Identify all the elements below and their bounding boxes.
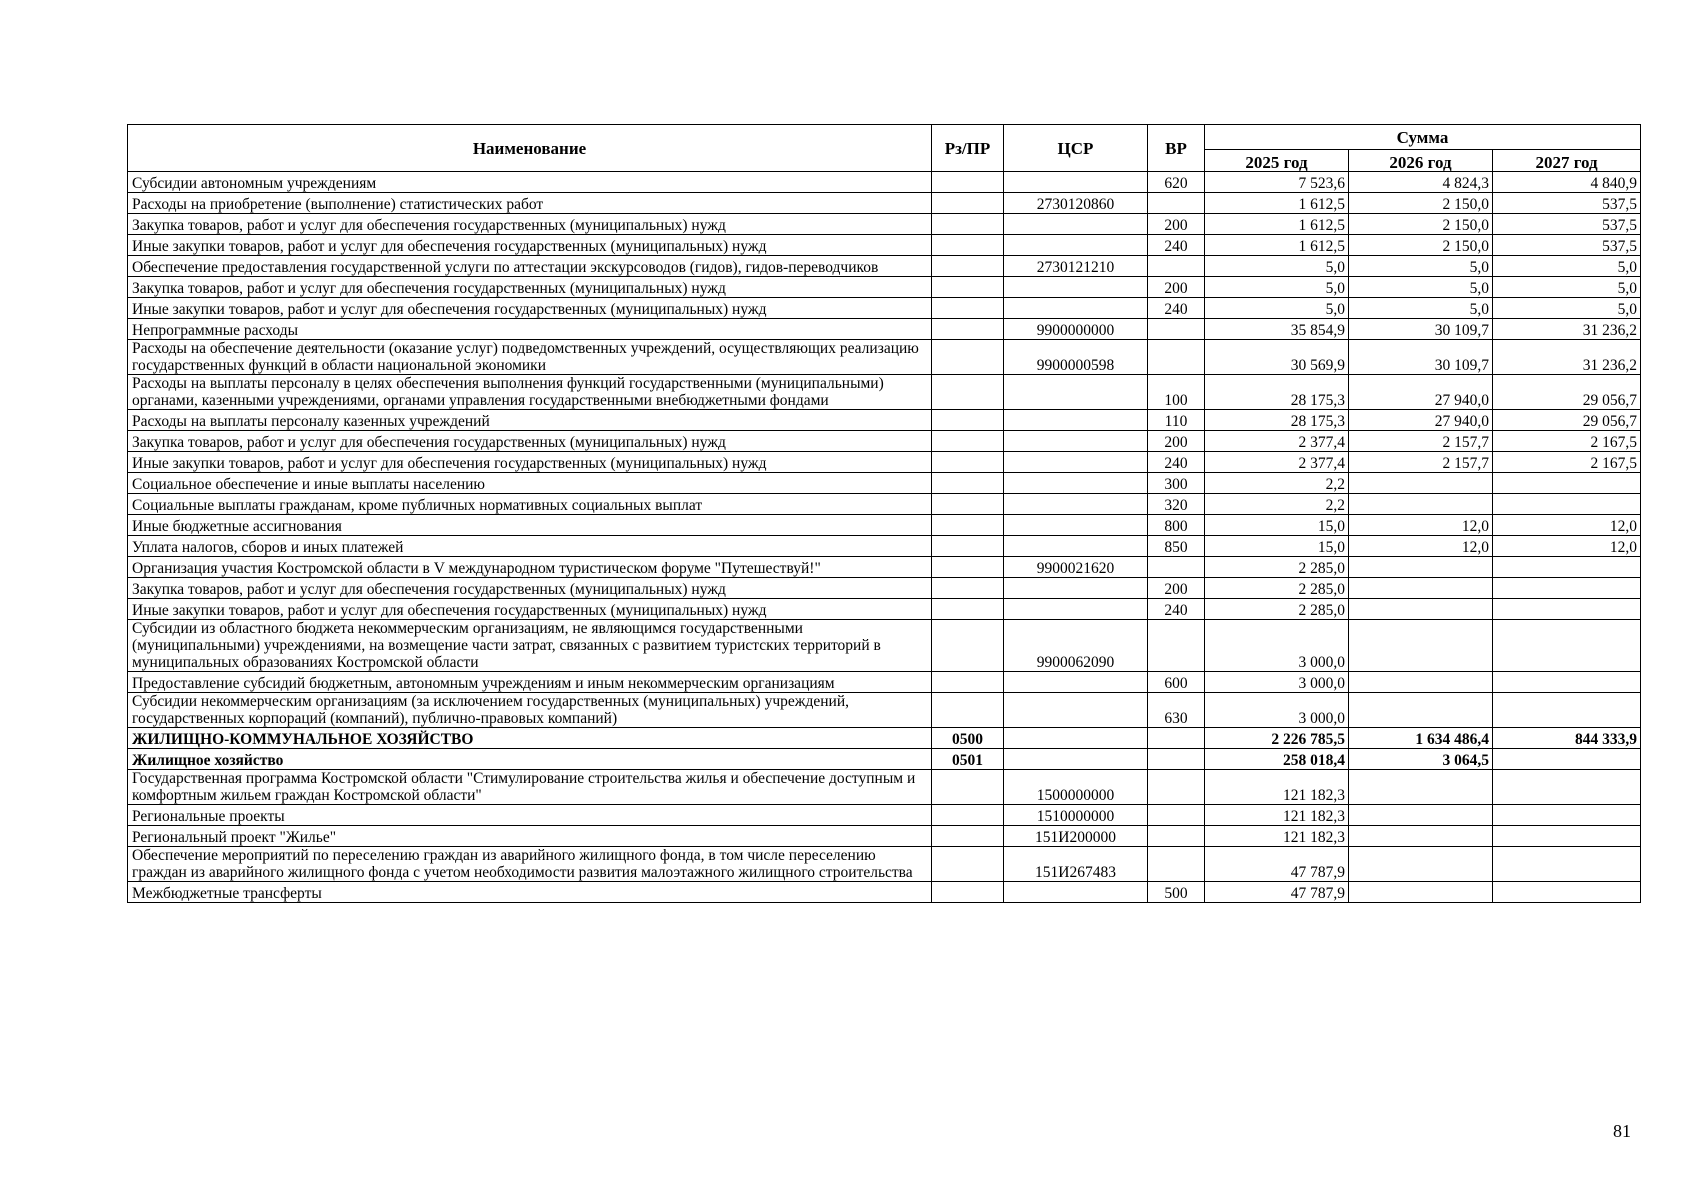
row-csr [1004,431,1148,452]
row-vr [1148,193,1205,214]
row-sum-2025: 3 000,0 [1205,620,1349,672]
header-rzpr: Рз/ПР [932,125,1004,172]
row-name: Иные закупки товаров, работ и услуг для обеспечения государственных (муниципальных) нужд [128,235,932,256]
row-sum-2026: 5,0 [1349,277,1493,298]
row-csr [1004,172,1148,193]
row-vr [1148,340,1205,375]
table-row [128,826,1641,847]
table-row [128,557,1641,578]
row-rzpr [932,214,1004,235]
table-row [128,431,1641,452]
table-row [128,536,1641,557]
table-row [128,214,1641,235]
row-rzpr [932,235,1004,256]
row-name: Закупка товаров, работ и услуг для обеспечения государственных (муниципальных) нужд [128,431,932,452]
row-vr [1148,847,1205,882]
table-row [128,452,1641,473]
row-sum-2027 [1493,557,1641,578]
row-vr [1148,256,1205,277]
row-rzpr [932,882,1004,903]
table-row [128,672,1641,693]
row-sum-2026: 30 109,7 [1349,340,1493,375]
row-sum-2025: 5,0 [1205,298,1349,319]
row-csr: 1500000000 [1004,770,1148,805]
row-vr [1148,770,1205,805]
table-row [128,805,1641,826]
header-year-2025: 2025 год [1205,150,1349,172]
row-sum-2027 [1493,693,1641,728]
row-sum-2025: 47 787,9 [1205,882,1349,903]
row-csr: 151И200000 [1004,826,1148,847]
row-sum-2026 [1349,847,1493,882]
row-rzpr [932,431,1004,452]
row-sum-2025: 28 175,3 [1205,410,1349,431]
row-name: Региональный проект "Жилье" [128,826,932,847]
row-sum-2027 [1493,749,1641,770]
table-row [128,172,1641,193]
row-vr: 300 [1148,473,1205,494]
row-rzpr [932,578,1004,599]
row-sum-2025: 3 000,0 [1205,672,1349,693]
row-sum-2026: 2 157,7 [1349,431,1493,452]
row-vr: 200 [1148,277,1205,298]
table-row [128,847,1641,882]
row-sum-2027 [1493,826,1641,847]
table-row [128,375,1641,410]
row-name: Расходы на выплаты персоналу в целях обеспечения выполнения функций государственными (муниципальными) органами, казенными учреждениями, органами управления государственными внебюджетными фондами [128,375,932,410]
row-name: Социальные выплаты гражданам, кроме публичных нормативных социальных выплат [128,494,932,515]
row-sum-2026 [1349,473,1493,494]
row-name: Субсидии автономным учреждениям [128,172,932,193]
table-row [128,473,1641,494]
row-name: Региональные проекты [128,805,932,826]
row-sum-2025: 5,0 [1205,256,1349,277]
table-row [128,235,1641,256]
row-csr [1004,452,1148,473]
row-csr [1004,473,1148,494]
row-name: Закупка товаров, работ и услуг для обеспечения государственных (муниципальных) нужд [128,214,932,235]
row-sum-2025: 1 612,5 [1205,193,1349,214]
row-name: Обеспечение мероприятий по переселению граждан из аварийного жилищного фонда, в том числе переселению граждан из аварийного жилищного фонда с учетом необходимости развития малоэтажного жилищного строительства [128,847,932,882]
row-csr [1004,515,1148,536]
row-name: Субсидии из областного бюджета некоммерческим организациям, не являющимся государственными (муниципальными) учреждениями, на возмещение части затрат, связанных с развитием туристских территорий в муниципальных образованиях Костромской области [128,620,932,672]
row-sum-2025: 2 285,0 [1205,599,1349,620]
row-sum-2027 [1493,672,1641,693]
table-row [128,319,1641,340]
row-vr: 200 [1148,578,1205,599]
row-rzpr [932,770,1004,805]
row-name: Расходы на приобретение (выполнение) статистических работ [128,193,932,214]
row-sum-2027 [1493,599,1641,620]
row-sum-2026: 27 940,0 [1349,375,1493,410]
row-vr [1148,620,1205,672]
row-sum-2027: 12,0 [1493,515,1641,536]
row-sum-2026 [1349,826,1493,847]
row-rzpr [932,298,1004,319]
row-sum-2026: 12,0 [1349,536,1493,557]
row-vr: 620 [1148,172,1205,193]
row-sum-2026 [1349,693,1493,728]
table-row [128,277,1641,298]
row-name: Расходы на выплаты персоналу казенных учреждений [128,410,932,431]
row-sum-2026: 3 064,5 [1349,749,1493,770]
row-vr: 240 [1148,298,1205,319]
row-sum-2027: 31 236,2 [1493,340,1641,375]
row-vr: 240 [1148,235,1205,256]
row-csr [1004,536,1148,557]
row-csr: 2730120860 [1004,193,1148,214]
row-sum-2026: 12,0 [1349,515,1493,536]
row-rzpr [932,847,1004,882]
table-header [128,125,1641,172]
row-vr: 100 [1148,375,1205,410]
row-sum-2025: 1 612,5 [1205,214,1349,235]
row-vr [1148,319,1205,340]
row-vr: 320 [1148,494,1205,515]
row-sum-2026: 5,0 [1349,298,1493,319]
row-name: Закупка товаров, работ и услуг для обеспечения государственных (муниципальных) нужд [128,578,932,599]
table-row [128,298,1641,319]
row-name: Закупка товаров, работ и услуг для обеспечения государственных (муниципальных) нужд [128,277,932,298]
header-vr: ВР [1148,125,1205,172]
row-csr [1004,410,1148,431]
row-sum-2025: 15,0 [1205,536,1349,557]
row-rzpr [932,805,1004,826]
row-sum-2026 [1349,672,1493,693]
table-row [128,620,1641,672]
row-rzpr [932,340,1004,375]
row-sum-2027: 29 056,7 [1493,375,1641,410]
row-vr: 630 [1148,693,1205,728]
row-vr: 240 [1148,599,1205,620]
row-sum-2026 [1349,620,1493,672]
row-name: ЖИЛИЩНО-КОММУНАЛЬНОЕ ХОЗЯЙСТВО [128,728,932,749]
row-csr [1004,375,1148,410]
row-csr: 2730121210 [1004,256,1148,277]
row-sum-2027: 537,5 [1493,235,1641,256]
header-csr: ЦСР [1004,125,1148,172]
table-row [128,494,1641,515]
row-rzpr [932,693,1004,728]
row-sum-2027: 4 840,9 [1493,172,1641,193]
row-sum-2027: 31 236,2 [1493,319,1641,340]
row-sum-2027 [1493,578,1641,599]
row-name: Жилищное хозяйство [128,749,932,770]
row-name: Предоставление субсидий бюджетным, автономным учреждениям и иным некоммерческим организациям [128,672,932,693]
row-sum-2025: 2 285,0 [1205,557,1349,578]
row-sum-2025: 7 523,6 [1205,172,1349,193]
row-sum-2025: 2 226 785,5 [1205,728,1349,749]
table-body [128,172,1641,903]
row-sum-2025: 35 854,9 [1205,319,1349,340]
row-csr [1004,882,1148,903]
row-vr: 600 [1148,672,1205,693]
row-sum-2025: 3 000,0 [1205,693,1349,728]
header-sum: Сумма [1205,125,1641,150]
row-vr [1148,728,1205,749]
row-name: Межбюджетные трансферты [128,882,932,903]
table-row [128,693,1641,728]
row-sum-2027: 5,0 [1493,256,1641,277]
row-sum-2026 [1349,578,1493,599]
row-sum-2025: 2 377,4 [1205,431,1349,452]
row-sum-2025: 121 182,3 [1205,805,1349,826]
row-vr [1148,749,1205,770]
table-row [128,882,1641,903]
row-rzpr [932,515,1004,536]
table-row [128,515,1641,536]
row-name: Иные закупки товаров, работ и услуг для обеспечения государственных (муниципальных) нужд [128,599,932,620]
page-number: 81 [1613,1121,1631,1141]
row-name: Расходы на обеспечение деятельности (оказание услуг) подведомственных учреждений, осуществляющих реализацию государственных функций в области национальной экономики [128,340,932,375]
header-year-2027: 2027 год [1493,150,1641,172]
row-vr: 240 [1148,452,1205,473]
row-csr: 9900000000 [1004,319,1148,340]
row-sum-2026: 1 634 486,4 [1349,728,1493,749]
row-sum-2027: 537,5 [1493,193,1641,214]
row-csr [1004,693,1148,728]
row-csr: 1510000000 [1004,805,1148,826]
row-csr [1004,578,1148,599]
row-csr [1004,298,1148,319]
header-year-2026: 2026 год [1349,150,1493,172]
row-sum-2026 [1349,805,1493,826]
row-sum-2027: 29 056,7 [1493,410,1641,431]
row-sum-2027: 2 167,5 [1493,452,1641,473]
row-sum-2025: 15,0 [1205,515,1349,536]
row-sum-2025: 1 612,5 [1205,235,1349,256]
row-sum-2027 [1493,620,1641,672]
row-rzpr [932,672,1004,693]
table-row [128,578,1641,599]
row-sum-2025: 121 182,3 [1205,770,1349,805]
row-sum-2026 [1349,557,1493,578]
table-row [128,749,1641,770]
row-rzpr [932,319,1004,340]
row-sum-2027: 844 333,9 [1493,728,1641,749]
row-csr [1004,749,1148,770]
row-sum-2025: 5,0 [1205,277,1349,298]
row-name: Иные бюджетные ассигнования [128,515,932,536]
row-csr [1004,277,1148,298]
row-rzpr: 0501 [932,749,1004,770]
row-rzpr [932,826,1004,847]
row-vr: 200 [1148,431,1205,452]
row-rzpr [932,193,1004,214]
row-sum-2025: 30 569,9 [1205,340,1349,375]
row-sum-2027 [1493,847,1641,882]
row-rzpr [932,277,1004,298]
row-csr [1004,494,1148,515]
table-row [128,728,1641,749]
row-rzpr [932,599,1004,620]
row-rzpr: 0500 [932,728,1004,749]
row-vr: 200 [1148,214,1205,235]
row-sum-2026 [1349,882,1493,903]
table-row [128,193,1641,214]
table-row [128,770,1641,805]
row-sum-2025: 2 377,4 [1205,452,1349,473]
row-sum-2025: 2,2 [1205,494,1349,515]
row-vr: 110 [1148,410,1205,431]
row-sum-2025: 2 285,0 [1205,578,1349,599]
row-name: Иные закупки товаров, работ и услуг для обеспечения государственных (муниципальных) нужд [128,452,932,473]
table-row [128,256,1641,277]
row-sum-2026: 27 940,0 [1349,410,1493,431]
row-sum-2026: 5,0 [1349,256,1493,277]
row-csr [1004,672,1148,693]
row-sum-2025: 2,2 [1205,473,1349,494]
row-sum-2025: 121 182,3 [1205,826,1349,847]
row-name: Субсидии некоммерческим организациям (за исключением государственных (муниципальных) учреждений, государственных корпораций (компаний), публично-правовых компаний) [128,693,932,728]
row-csr [1004,214,1148,235]
row-rzpr [932,536,1004,557]
row-sum-2027: 12,0 [1493,536,1641,557]
row-sum-2025: 258 018,4 [1205,749,1349,770]
row-rzpr [932,620,1004,672]
row-csr [1004,235,1148,256]
row-sum-2026: 30 109,7 [1349,319,1493,340]
row-sum-2027 [1493,473,1641,494]
row-csr: 9900000598 [1004,340,1148,375]
row-sum-2026 [1349,599,1493,620]
row-vr: 500 [1148,882,1205,903]
row-name: Иные закупки товаров, работ и услуг для обеспечения государственных (муниципальных) нужд [128,298,932,319]
row-sum-2026 [1349,494,1493,515]
row-name: Уплата налогов, сборов и иных платежей [128,536,932,557]
row-csr: 151И267483 [1004,847,1148,882]
row-rzpr [932,473,1004,494]
row-sum-2026: 2 150,0 [1349,193,1493,214]
row-rzpr [932,410,1004,431]
header-name: Наименование [128,125,932,172]
row-sum-2026: 2 150,0 [1349,214,1493,235]
row-csr [1004,728,1148,749]
row-sum-2026: 2 150,0 [1349,235,1493,256]
row-sum-2025: 28 175,3 [1205,375,1349,410]
row-sum-2027: 537,5 [1493,214,1641,235]
row-rzpr [932,557,1004,578]
row-rzpr [932,494,1004,515]
row-vr [1148,557,1205,578]
row-rzpr [932,172,1004,193]
row-sum-2027: 5,0 [1493,298,1641,319]
row-name: Организация участия Костромской области в V международном туристическом форуме "Путешествуй!" [128,557,932,578]
row-sum-2026: 4 824,3 [1349,172,1493,193]
row-rzpr [932,256,1004,277]
row-vr: 800 [1148,515,1205,536]
row-sum-2026: 2 157,7 [1349,452,1493,473]
row-name: Государственная программа Костромской области "Стимулирование строительства жилья и обеспечение доступным и комфортным жильем граждан Костромской области" [128,770,932,805]
row-name: Обеспечение предоставления государственной услуги по аттестации экскурсоводов (гидов), гидов-переводчиков [128,256,932,277]
row-sum-2027 [1493,882,1641,903]
table-row [128,599,1641,620]
row-csr: 9900021620 [1004,557,1148,578]
row-vr [1148,805,1205,826]
row-vr [1148,826,1205,847]
row-sum-2027: 5,0 [1493,277,1641,298]
row-csr: 9900062090 [1004,620,1148,672]
row-rzpr [932,452,1004,473]
row-rzpr [932,375,1004,410]
table-row [128,410,1641,431]
row-sum-2027 [1493,494,1641,515]
row-name: Социальное обеспечение и иные выплаты населению [128,473,932,494]
row-sum-2027: 2 167,5 [1493,431,1641,452]
budget-table [127,124,1641,903]
table-row [128,340,1641,375]
row-sum-2027 [1493,805,1641,826]
row-sum-2027 [1493,770,1641,805]
row-csr [1004,599,1148,620]
row-sum-2025: 47 787,9 [1205,847,1349,882]
row-vr: 850 [1148,536,1205,557]
row-name: Непрограммные расходы [128,319,932,340]
row-sum-2026 [1349,770,1493,805]
